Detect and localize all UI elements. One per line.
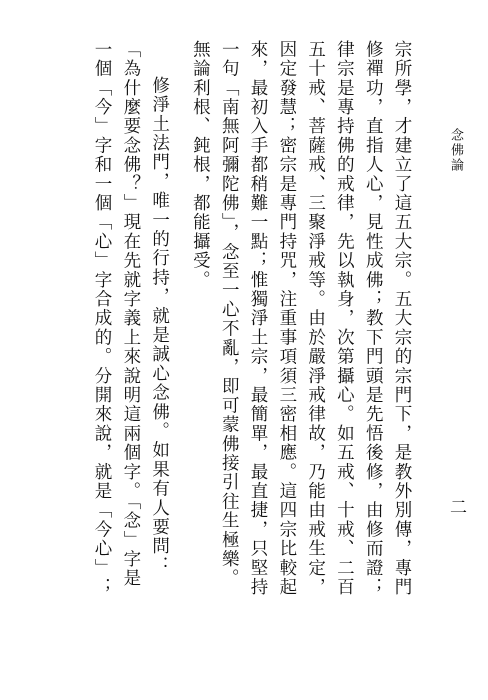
running-title: 念佛論 — [448, 128, 463, 173]
text-line: 律宗是專持佛的戒律，先以執身，次第攝心。如五戒、十戒、二百 — [334, 40, 355, 597]
text-line: 修禪功，直指人心，見性成佛；教下門頭是先悟後修，由修而證； — [363, 40, 384, 597]
text-line: 修淨土法門，唯一的行持，就是誠心念佛。如果有人要問： — [149, 76, 170, 576]
text-line: 來，最初入手都稍難一點；惟獨淨土宗，最簡單，最直捷，只堅持 — [248, 40, 269, 597]
text-line: 無論利根、鈍根，都能攝受。 — [190, 40, 211, 290]
text-line: 一個「今」字和一個「心」字合成的。分開來說，就是「今心」； — [92, 40, 113, 597]
text-line: 「為什麼要念佛？」現在先就字義上來說明這兩個字。「念」字是 — [120, 40, 141, 589]
text-line: 一句「南無阿彌陀佛」，念至一心不亂，即可蒙佛接引往生極樂。 — [219, 40, 240, 589]
text-line: 五十戒、菩薩戒、三聚淨戒等。由於嚴淨戒律故，乃能由戒生定， — [305, 40, 326, 597]
text-line: 宗所學，才建立了這五大宗。五大宗的宗門下，是教外別傳，專門 — [392, 40, 412, 597]
body-text — [60, 40, 416, 662]
text-line: 因定發慧；密宗是專門持咒，注重事項須三密相應。這四宗比較起 — [276, 40, 297, 597]
page-number: 二 — [446, 498, 466, 515]
